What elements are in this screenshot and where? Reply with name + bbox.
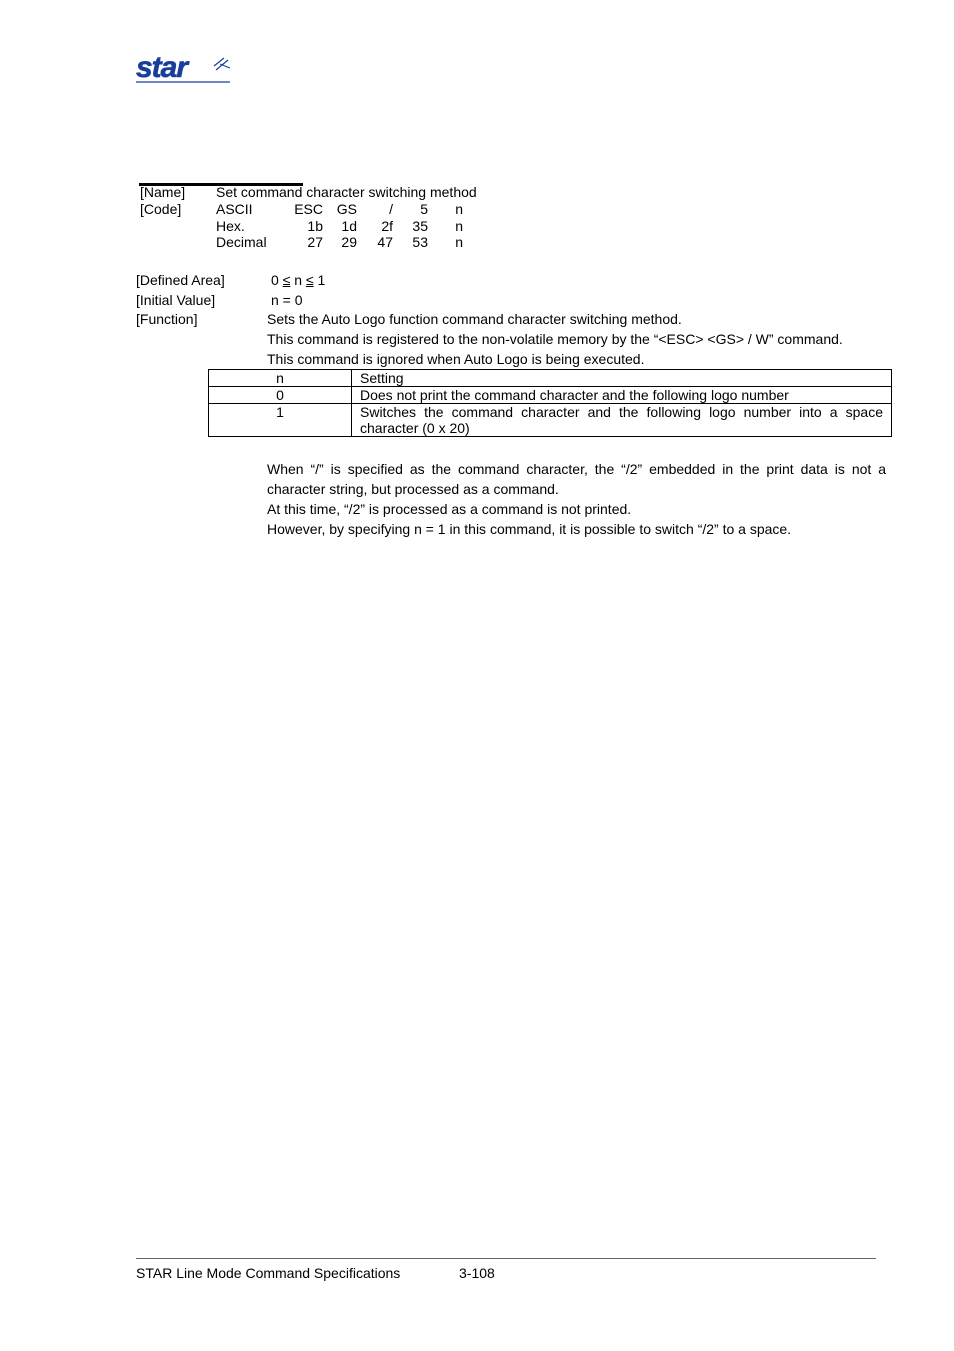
footer-title: STAR Line Mode Command Specifications bbox=[136, 1265, 401, 1281]
le-symbol: ≤ bbox=[282, 272, 291, 288]
table-row bbox=[209, 404, 892, 437]
code-label: [Code] bbox=[140, 201, 182, 217]
code-cell: 5 bbox=[420, 201, 428, 217]
code-cell: 1b bbox=[307, 218, 323, 234]
name-label: [Name] bbox=[140, 184, 186, 200]
table-header-row bbox=[209, 370, 892, 387]
cell-setting: Does not print the command character and the following logo number bbox=[352, 387, 892, 404]
note-paragraph: At this time, “/2” is processed as a command is not printed. bbox=[267, 501, 632, 517]
initial-value-label: [Initial Value] bbox=[136, 292, 216, 308]
code-row-label: Decimal bbox=[216, 234, 267, 250]
note-paragraph: However, by specifying n = 1 in this command, it is possible to switch “/2” to a space. bbox=[267, 521, 792, 537]
code-cell: GS bbox=[336, 201, 357, 217]
column-header-setting: Setting bbox=[352, 370, 892, 387]
code-cell: / bbox=[389, 201, 393, 217]
command-name: Set command character switching method bbox=[216, 184, 477, 200]
initial-value: n = 0 bbox=[271, 292, 303, 308]
function-line: Sets the Auto Logo function command character switching method. bbox=[267, 311, 682, 327]
code-cell: n bbox=[455, 201, 463, 217]
defined-area-label: [Defined Area] bbox=[136, 272, 225, 288]
code-cell: 29 bbox=[341, 234, 357, 250]
page-number: 3-108 bbox=[459, 1265, 495, 1281]
range-var: n bbox=[290, 272, 306, 288]
range-min: 0 bbox=[271, 272, 283, 288]
code-cell: 27 bbox=[307, 234, 323, 250]
range-max: 1 bbox=[313, 272, 326, 288]
column-header-n: n bbox=[209, 370, 352, 387]
function-label: [Function] bbox=[136, 311, 198, 327]
le-symbol: ≤ bbox=[305, 272, 314, 288]
code-row-label: Hex. bbox=[216, 218, 245, 234]
defined-area-value bbox=[271, 272, 325, 289]
function-line: This command is ignored when Auto Logo is being executed. bbox=[267, 351, 645, 367]
code-cell: 1d bbox=[341, 218, 357, 234]
footer-rule bbox=[136, 1258, 876, 1259]
cell-setting: Switches the command character and the following logo number into a space character (0 x 20) bbox=[352, 404, 892, 437]
table-row bbox=[209, 387, 892, 404]
setting-table bbox=[208, 369, 892, 437]
notes bbox=[267, 459, 886, 539]
cell-n: 0 bbox=[209, 387, 352, 404]
cell-n: 1 bbox=[209, 404, 352, 437]
svg-text:star: star bbox=[136, 52, 188, 84]
code-cell: 53 bbox=[412, 234, 428, 250]
code-cell: n bbox=[455, 234, 463, 250]
code-cell: 47 bbox=[377, 234, 393, 250]
code-cell: ESC bbox=[294, 201, 323, 217]
code-cell: 35 bbox=[412, 218, 428, 234]
star-logo bbox=[136, 52, 232, 84]
function-line: This command is registered to the non-volatile memory by the “<ESC> <GS> / W” command. bbox=[267, 331, 843, 347]
code-cell: n bbox=[455, 218, 463, 234]
code-row-label: ASCII bbox=[216, 201, 253, 217]
note-paragraph: When “/” is specified as the command character, the “/2” embedded in the print data is not a character string, but processed as a command. bbox=[267, 461, 886, 497]
code-cell: 2f bbox=[381, 218, 393, 234]
